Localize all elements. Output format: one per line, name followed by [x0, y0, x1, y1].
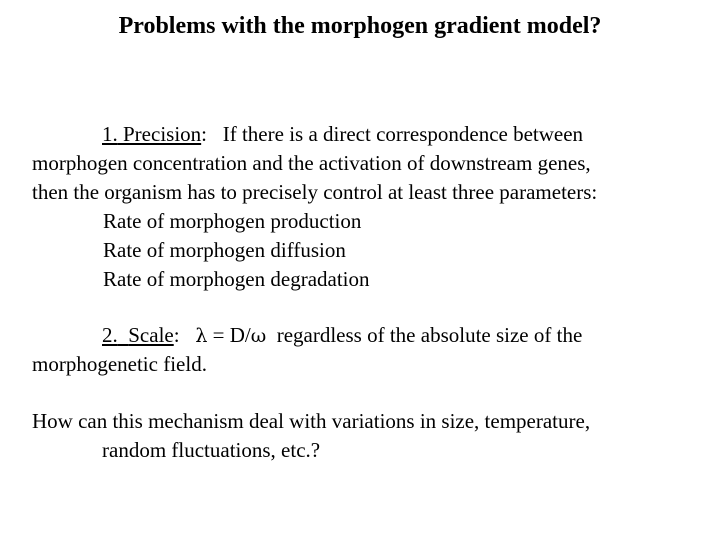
question-line-1: How can this mechanism deal with variations in size, temperature, — [32, 409, 591, 433]
scale-formula-line — [102, 321, 582, 351]
lambda-symbol: λ — [195, 325, 208, 347]
omega-symbol: ω — [250, 325, 267, 347]
scale-formula-prefix: : — [173, 323, 196, 347]
parameter-production: Rate of morphogen production — [103, 209, 362, 233]
parameter-degradation: Rate of morphogen degradation — [103, 267, 370, 291]
scale-formula-rest: regardless of the absolute size of the — [266, 323, 583, 347]
parameter-diffusion: Rate of morphogen diffusion — [103, 238, 346, 262]
precision-line-3: then the organism has to precisely control at least three parameters: — [32, 180, 598, 204]
precision-line-2: morphogen concentration and the activation of downstream genes, — [32, 151, 591, 175]
slide-title: Problems with the morphogen gradient model? — [118, 13, 602, 39]
precision-intro-line — [102, 120, 583, 149]
question-line-2: random fluctuations, etc.? — [102, 438, 321, 462]
scale-number: 2. — [102, 323, 118, 347]
scale-line-2: morphogenetic field. — [32, 352, 207, 376]
scale-number-gap — [118, 323, 129, 347]
precision-intro-text: : If there is a direct correspondence between — [201, 122, 584, 146]
precision-number: 1. — [102, 122, 118, 146]
scale-label: Scale — [128, 323, 174, 347]
precision-label: Precision — [123, 122, 202, 146]
scale-formula-mid: = D/ — [207, 323, 251, 347]
